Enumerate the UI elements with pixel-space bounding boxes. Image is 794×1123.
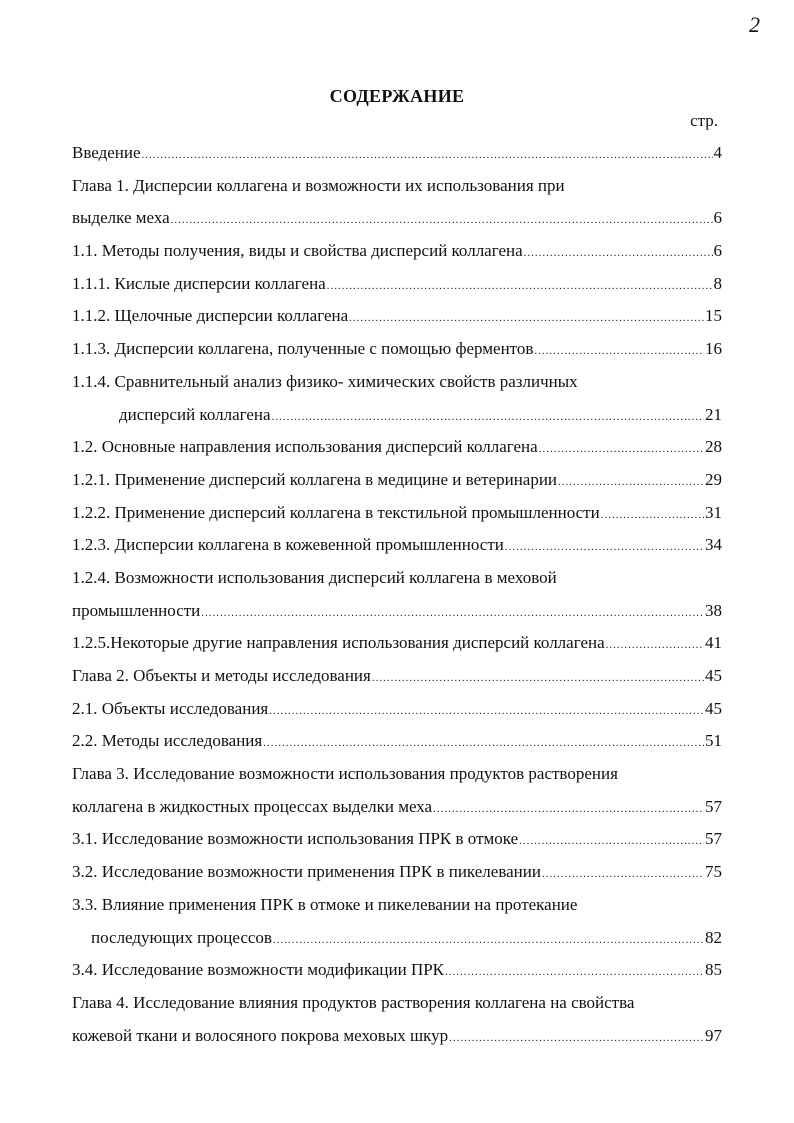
dot-leader [519,825,704,856]
toc-entry-page: 15 [705,306,722,326]
toc-entry-page: 21 [705,404,722,424]
dot-leader [558,466,704,497]
toc-entry-text: 1.1.1. Кислые дисперсии коллагена [72,273,326,293]
toc-entry-text: 1.2.3. Дисперсии коллагена в кожевенной промышленности [72,535,504,555]
toc-entry-page: 45 [705,698,722,718]
toc-entry-1-1-2 [72,300,722,333]
toc-entry-page: 34 [705,535,722,555]
toc-entry-page: 75 [705,862,722,882]
toc-entry-page: 28 [705,437,722,457]
toc-entry-text: 3.4. Исследование возможности модификации ПРК [72,960,445,980]
toc-entry-text: коллагена в жидкостных процессах выделки меха [72,796,433,816]
toc-entry-1-2 [72,431,722,464]
toc-entry-text: Глава 2. Объекты и методы исследования [72,666,371,685]
dot-leader [433,793,704,824]
toc-entry-introduction [72,137,722,170]
toc-entry-page: 31 [705,502,722,522]
toc-entry-text: 1.2.2. Применение дисперсий коллагена в текстильной промышленности [72,502,600,522]
dot-leader [327,270,713,301]
toc-entry-chapter-1-cont [72,202,722,235]
toc-entry-1-1-1 [72,268,722,301]
toc-entry-3-3-cont [72,922,722,955]
toc-entry-page: 41 [705,633,722,653]
dot-leader [142,139,713,170]
toc-entry-page: 4 [713,143,722,162]
dot-leader [505,531,704,562]
page-number: 2 [749,12,760,37]
toc-entry-text: промышленности [72,600,201,620]
toc-entry-text: Глава 4. Исследование влияния продуктов растворения коллагена на свойства [72,992,635,1012]
dot-leader [524,237,713,268]
page-column-label: стр. [690,111,718,130]
toc-entry-text: Глава 3. Исследование возможности использования продуктов растворения [72,764,618,784]
toc-entry-text: 3.1. Исследование возможности использования ПРК в отмоке [72,829,519,849]
toc-entry-text: 1.1.3. Дисперсии коллагена, полученные с помощью ферментов [72,339,534,359]
toc-entry-1-1-3 [72,333,722,366]
toc-entry-text: 1.2. Основные направления использования дисперсий коллагена [72,437,538,457]
toc-entry-1-1-4-cont [72,399,722,432]
dot-leader [606,629,704,660]
toc-entry-chapter-4 [72,987,722,1020]
toc-entry-text: 1.1.2. Щелочные дисперсии коллагена [72,306,349,326]
toc-entry-text: 1.1.4. Сравнительный анализ физико- химических свойств различных [72,371,578,391]
dot-leader [263,727,704,758]
toc-entry-page: 85 [705,960,722,980]
toc-entry-1-2-4 [72,562,722,595]
toc-entry-page: 16 [705,339,722,359]
toc-entry-text: 1.2.1. Применение дисперсий коллагена в медицине и ветеринарии [72,469,558,489]
toc-entry-chapter-1 [72,170,722,203]
dot-leader [372,662,704,693]
toc-entry-3-3 [72,889,722,922]
dot-leader [601,499,704,530]
dot-leader [449,1022,704,1053]
dot-leader [349,302,704,333]
toc-entry-1-2-3 [72,529,722,562]
dot-leader [272,401,704,432]
toc-entry-page: 45 [705,666,722,685]
toc-entry-page: 8 [713,273,722,293]
toc-entry-2-1 [72,693,722,726]
dot-leader [539,433,704,464]
dot-leader [171,204,713,235]
toc-entry-chapter-3-cont [72,791,722,824]
dot-leader [445,956,704,987]
toc-entry-1-2-4-cont [72,595,722,628]
toc-entry-text: выделке меха [72,208,170,228]
dot-leader [534,335,704,366]
dot-leader [201,597,704,628]
toc-entry-text: 1.1. Методы получения, виды и свойства дисперсий коллагена [72,241,523,261]
toc-entry-page: 6 [713,208,722,228]
toc-entry-text: последующих процессов [91,927,272,947]
toc-entry-text: 2.2. Методы исследования [72,731,263,751]
toc-entry-text: 1.2.5.Некоторые другие направления использования дисперсий коллагена [72,633,605,653]
toc-entry-1-1-4 [72,366,722,399]
toc-entry-text: 3.2. Исследование возможности применения ПРК в пикелевании [72,862,541,882]
toc-entry-page: 97 [705,1025,722,1045]
toc-entry-3-1 [72,823,722,856]
toc-entry-text: 1.2.4. Возможности использования дисперсий коллагена в меховой [72,567,557,587]
toc-entry-1-2-2 [72,497,722,530]
dot-leader [269,695,704,726]
toc-entry-text: Введение [72,143,141,162]
toc-entry-page: 57 [705,829,722,849]
table-of-contents [72,137,722,1052]
toc-entry-text: дисперсий коллагена [119,404,271,424]
toc-entry-2-2 [72,725,722,758]
toc-entry-3-2 [72,856,722,889]
dot-leader [542,858,704,889]
toc-entry-chapter-2 [72,660,722,693]
toc-entry-3-4 [72,954,722,987]
toc-entry-text: кожевой ткани и волосяного покрова меховых шкур [72,1025,449,1045]
toc-entry-1-2-1 [72,464,722,497]
toc-entry-1-1 [72,235,722,268]
toc-entry-chapter-3 [72,758,722,791]
page-title: СОДЕРЖАНИЕ [329,86,465,106]
toc-entry-page: 82 [705,927,722,947]
toc-entry-page: 57 [705,796,722,816]
toc-entry-text: Глава 1. Дисперсии коллагена и возможности их использования при [72,175,565,195]
toc-entry-text: 2.1. Объекты исследования [72,698,269,718]
toc-entry-text: 3.3. Влияние применения ПРК в отмоке и пикелевании на протекание [72,894,578,914]
toc-entry-1-2-5 [72,627,722,660]
toc-entry-page: 6 [713,241,722,261]
toc-entry-page: 38 [705,600,722,620]
dot-leader [273,924,704,955]
toc-entry-page: 29 [705,469,722,489]
toc-entry-chapter-4-cont [72,1020,722,1053]
toc-entry-page: 51 [705,731,722,751]
